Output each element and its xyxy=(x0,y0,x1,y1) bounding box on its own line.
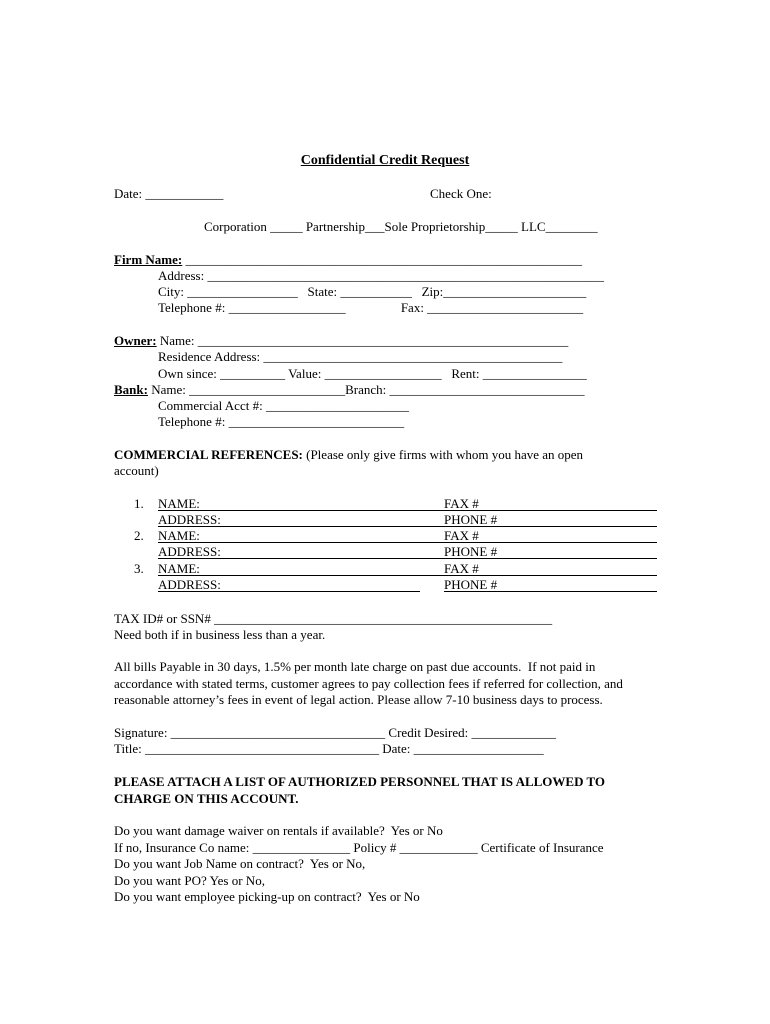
firm-name-row[interactable] xyxy=(114,252,582,268)
reference-row[interactable] xyxy=(114,577,674,593)
question-job-name[interactable]: Do you want Job Name on contract? Yes or No, xyxy=(114,856,366,871)
reference-address-line[interactable] xyxy=(158,558,448,559)
reference-name-label: NAME: xyxy=(158,561,200,576)
commercial-references-note-cont: account) xyxy=(114,463,159,478)
reference-row[interactable] xyxy=(114,528,674,544)
reference-phone-line[interactable] xyxy=(444,558,657,559)
owner-name-row[interactable] xyxy=(114,333,568,349)
firm-name-label: Firm Name: xyxy=(114,252,183,267)
owner-name-field[interactable]: Name: _________________________________________________________ xyxy=(156,333,569,348)
attach-notice-line: PLEASE ATTACH A LIST OF AUTHORIZED PERSONNEL THAT IS ALLOWED TO xyxy=(114,774,606,789)
signature-credit-field[interactable]: Signature: _________________________________ Credit Desired: _____________ xyxy=(114,725,556,740)
owner-residence-field[interactable]: Residence Address: ______________________________________________ xyxy=(158,349,563,364)
check-one-label: Check One: xyxy=(430,186,492,201)
terms-line: accordance with stated terms, customer agrees to pay collection fees if referred for collection, and xyxy=(114,676,623,691)
reference-address-line[interactable] xyxy=(158,591,420,592)
reference-number: 3. xyxy=(134,561,144,576)
question-employee-pickup[interactable]: Do you want employee picking-up on contract? Yes or No xyxy=(114,889,420,904)
reference-row[interactable] xyxy=(114,496,674,512)
bank-commercial-acct-field[interactable]: Commercial Acct #: ______________________ xyxy=(158,398,409,413)
reference-fax-line[interactable] xyxy=(444,542,657,543)
bank-telephone-field[interactable]: Telephone #: ___________________________ xyxy=(158,414,405,429)
reference-phone-label: PHONE # xyxy=(444,577,498,592)
reference-row[interactable] xyxy=(114,544,674,560)
owner-label: Owner: xyxy=(114,333,157,348)
bank-name-row[interactable] xyxy=(114,382,585,398)
question-insurance[interactable]: If no, Insurance Co name: _______________ Policy # ____________ Certificate of Insurance xyxy=(114,840,604,855)
reference-fax-label: FAX # xyxy=(444,528,479,543)
reference-row[interactable] xyxy=(114,561,674,577)
reference-phone-line[interactable] xyxy=(444,591,657,592)
tax-id-field[interactable]: TAX ID# or SSN# ____________________________________________________ xyxy=(114,611,553,626)
reference-number: 1. xyxy=(134,496,144,511)
firm-telephone-fax-field[interactable]: Telephone #: __________________ Fax: ________________________ xyxy=(158,300,584,315)
reference-phone-line[interactable] xyxy=(444,526,657,527)
terms-line: All bills Payable in 30 days, 1.5% per month late charge on past due accounts. If not paid in xyxy=(114,659,596,674)
commercial-references-heading xyxy=(114,447,583,463)
owner-own-since-value-rent-field[interactable]: Own since: __________ Value: __________________ Rent: ________________ xyxy=(158,366,587,381)
reference-phone-label: PHONE # xyxy=(444,512,498,527)
reference-phone-label: PHONE # xyxy=(444,544,498,559)
date-field[interactable]: Date: ____________ xyxy=(114,186,224,201)
reference-fax-label: FAX # xyxy=(444,561,479,576)
attach-notice-line: CHARGE ON THIS ACCOUNT. xyxy=(114,791,299,806)
bank-name-branch-field[interactable]: Name: ________________________Branch: ______________________________ xyxy=(147,382,585,397)
reference-name-label: NAME: xyxy=(158,496,200,511)
reference-row[interactable] xyxy=(114,512,674,528)
terms-line: reasonable attorney’s fees in event of legal action. Please allow 7-10 business days to process. xyxy=(114,692,603,707)
tax-id-note: Need both if in business less than a year. xyxy=(114,627,326,642)
reference-address-label: ADDRESS: xyxy=(158,544,221,559)
firm-city-state-zip-field[interactable]: City: _________________ State: ___________ Zip:______________________ xyxy=(158,284,587,299)
reference-name-line[interactable] xyxy=(158,575,448,576)
reference-fax-label: FAX # xyxy=(444,496,479,511)
reference-name-label: NAME: xyxy=(158,528,200,543)
reference-name-line[interactable] xyxy=(158,510,448,511)
entity-type-options[interactable]: Corporation _____ Partnership___Sole Proprietorship_____ LLC________ xyxy=(204,219,598,234)
commercial-references-title: COMMERCIAL REFERENCES: xyxy=(114,447,303,462)
reference-address-line[interactable] xyxy=(158,526,448,527)
reference-fax-line[interactable] xyxy=(444,575,657,576)
reference-address-label: ADDRESS: xyxy=(158,512,221,527)
bank-label: Bank: xyxy=(114,382,148,397)
reference-fax-line[interactable] xyxy=(444,510,657,511)
firm-name-blank[interactable]: _____________________________________________________________ xyxy=(182,252,582,267)
question-damage-waiver[interactable]: Do you want damage waiver on rentals if available? Yes or No xyxy=(114,823,443,838)
title-date-field[interactable]: Title: ____________________________________ Date: ____________________ xyxy=(114,741,544,756)
page-title: Confidential Credit Request xyxy=(300,153,470,168)
question-po[interactable]: Do you want PO? Yes or No, xyxy=(114,873,265,888)
commercial-references-note: (Please only give firms with whom you have an open xyxy=(302,447,584,462)
reference-name-line[interactable] xyxy=(158,542,448,543)
firm-address-field[interactable]: Address: _____________________________________________________________ xyxy=(158,268,604,283)
reference-number: 2. xyxy=(134,528,144,543)
reference-address-label: ADDRESS: xyxy=(158,577,221,592)
